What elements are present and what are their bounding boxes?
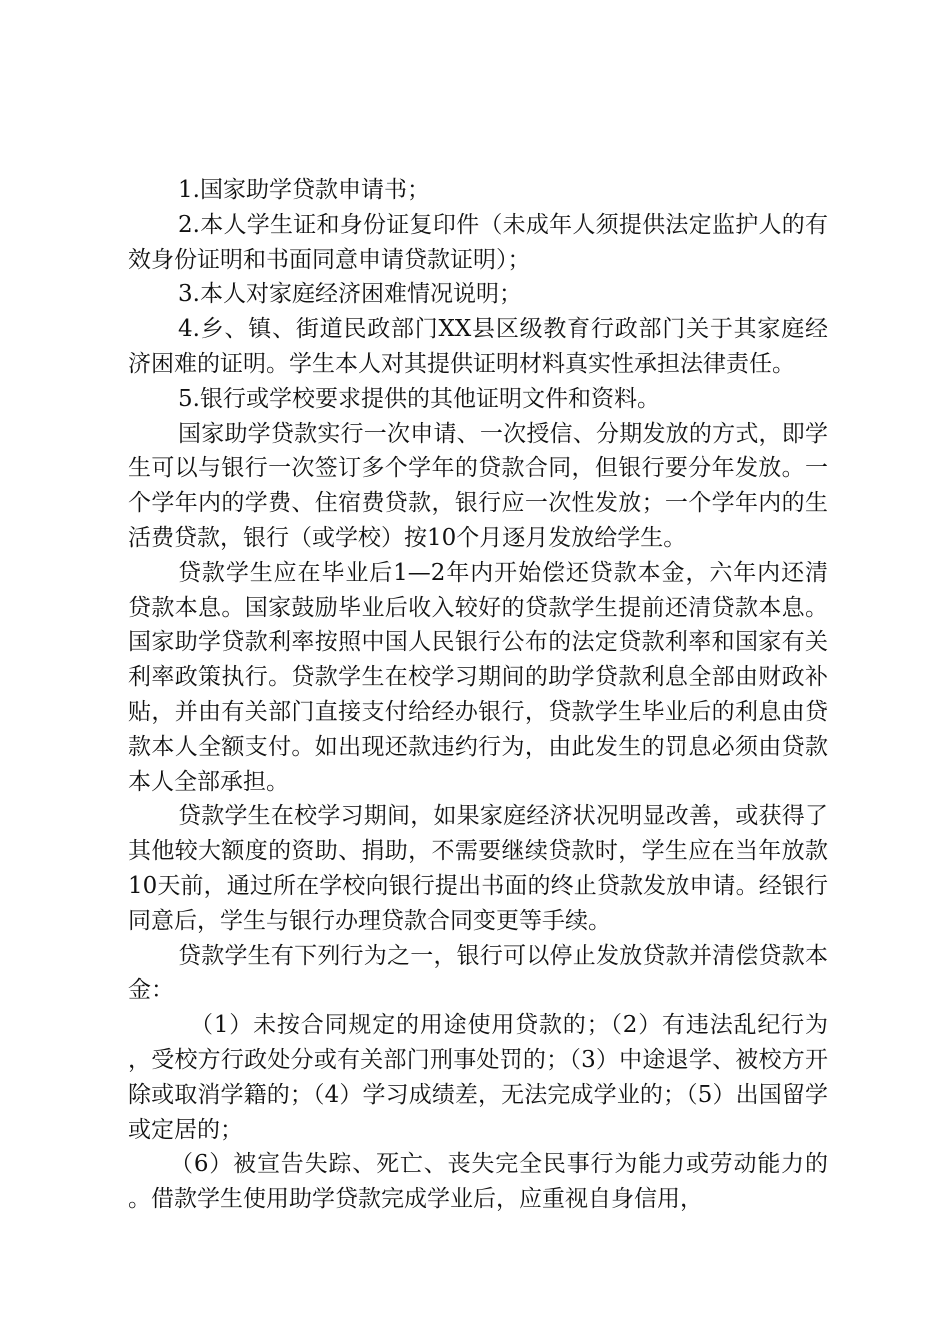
- list-item-1: 1.国家助学贷款申请书；: [178, 177, 430, 203]
- list-item-5: 5.银行或学校要求提供的其他证明文件和资料。: [178, 385, 660, 412]
- list-item-3: 3.本人对家庭经济困难情况说明；: [178, 281, 522, 308]
- paragraph-repayment: 贷款学生应在毕业后1—2年内开始偿还贷款本金，六年内还清贷款本息。国家鼓励毕业后收入较好的贷款学生提前还清贷款本息。国家助学贷款利率按照中国人民银行公布的法定贷款利率和国家有关利率政策执行。贷款学生在校学习期间的助学贷款利息全部由财政补贴，并由有关部门直接支付给经办银行，贷款学生毕业后的利息由贷款本人全额支付。如出现还款违约行为，由此发生的罚息必须由贷款本人全部承担。: [128, 559, 828, 795]
- document-body: [128, 173, 828, 1217]
- paragraph-conditions-list: （1）未按合同规定的用途使用贷款的；（2）有违法乱纪行为，受校方行政处分或有关部门刑事处罚的；（3）中途退学、被校方开除或取消学籍的；（4）学习成绩差，无法完成学业的；（5）出国留学或定居的；: [128, 1012, 828, 1143]
- paragraph-condition-6: （6）被宣告失踪、死亡、丧失完全民事行为能力或劳动能力的。借款学生使用助学贷款完成学业后，应重视自身信用，: [128, 1151, 828, 1213]
- list-item-2: 2.本人学生证和身份证复印件（未成年人须提供法定监护人的有效身份证明和书面同意申请贷款证明）；: [128, 211, 828, 273]
- paragraph-disbursement: 国家助学贷款实行一次申请、一次授信、分期发放的方式，即学生可以与银行一次签订多个学年的贷款合同，但银行要分年发放。一个学年内的学费、住宿费贷款，银行应一次性发放；一个学年内的生活费贷款，银行（或学校）按10个月逐月发放给学生。: [128, 420, 828, 551]
- paragraph-termination: 贷款学生在校学习期间，如果家庭经济状况明显改善，或获得了其他较大额度的资助、捐助，不需要继续贷款时，学生应在当年放款10天前，通过所在学校向银行提出书面的终止贷款发放申请。经银行同意后，学生与银行办理贷款合同变更等手续。: [128, 803, 828, 934]
- paragraph-stop-conditions: 贷款学生有下列行为之一，银行可以停止发放贷款并清偿贷款本金：: [128, 942, 828, 1004]
- list-item-4: 4.乡、镇、街道民政部门XX县区级教育行政部门关于其家庭经济困难的证明。学生本人对其提供证明材料真实性承担法律责任。: [128, 316, 828, 377]
